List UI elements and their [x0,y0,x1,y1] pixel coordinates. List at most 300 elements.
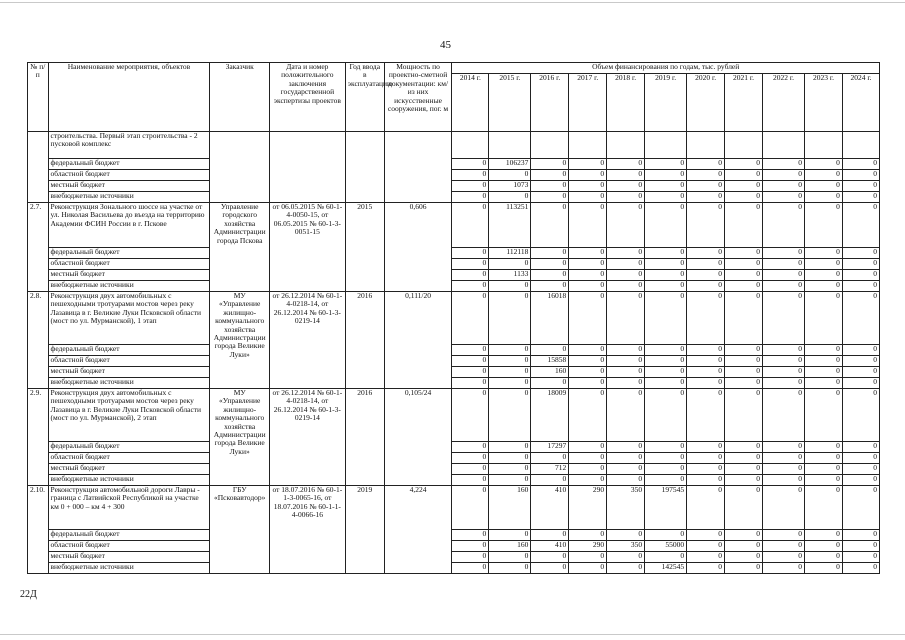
item-conclusion: от 18.07.2016 № 60-1-1-3-0065-16, от 18.07.2016 № 60-1-1-4-0066-16 [269,486,345,574]
value-cell: 0 [725,270,763,281]
item-customer [210,132,269,203]
value-cell: 0 [842,270,879,281]
value-cell: 0 [842,181,879,192]
value-cell: 0 [762,389,804,442]
table-row [28,132,880,159]
value-cell: 0 [531,563,569,574]
value-cell: 0 [531,530,569,541]
header-col-capacity: Мощность по проектно-сметной документации: км/из них искусственные сооружения, пог. м [384,63,452,132]
value-cell: 0 [762,192,804,203]
value-cell: 0 [569,442,607,453]
value-cell: 0 [687,378,725,389]
value-cell: 0 [687,464,725,475]
value-cell [645,132,687,159]
value-cell [762,132,804,159]
value-cell: 0 [569,367,607,378]
funding-source-label: областной бюджет [48,541,210,552]
value-cell: 0 [489,552,531,563]
value-cell: 410 [531,541,569,552]
item-name: Реконструкция двух автомобильных с пешеходными тротуарами мостов через реку Лазавица в г. Великие Луки Псковской области (мост по ул. Мурманской), 1 этап [48,292,210,345]
value-cell: 0 [725,203,763,248]
value-cell: 712 [531,464,569,475]
value-cell: 0 [842,367,879,378]
value-cell: 0 [569,530,607,541]
value-cell: 0 [725,259,763,270]
item-number [28,132,49,203]
value-cell: 106237 [489,159,531,170]
value-cell: 0 [452,541,489,552]
value-cell: 0 [687,259,725,270]
value-cell: 0 [842,292,879,345]
value-cell: 0 [452,563,489,574]
header-year: 2016 г. [531,74,569,132]
value-cell: 0 [842,464,879,475]
value-cell: 0 [607,552,645,563]
value-cell: 0 [725,192,763,203]
value-cell: 0 [452,203,489,248]
value-cell: 0 [687,475,725,486]
value-cell: 0 [531,159,569,170]
value-cell: 0 [762,530,804,541]
value-cell: 0 [687,389,725,442]
value-cell: 0 [569,281,607,292]
header-year: 2023 г. [805,74,843,132]
header-year: 2014 г. [452,74,489,132]
value-cell: 0 [489,530,531,541]
value-cell: 0 [569,563,607,574]
value-cell: 0 [687,292,725,345]
value-cell: 0 [725,170,763,181]
value-cell: 0 [607,345,645,356]
value-cell: 0 [452,475,489,486]
value-cell: 0 [842,475,879,486]
value-cell: 0 [645,170,687,181]
value-cell: 0 [489,442,531,453]
table-row [28,292,880,345]
value-cell: 16018 [531,292,569,345]
item-name: Реконструкция Зонального шоссе на участке от ул. Николая Васильева до въезда на территорию Академии ФСИН России в г. Пскове [48,203,210,248]
value-cell: 0 [805,203,843,248]
value-cell: 290 [569,541,607,552]
table-row [28,389,880,442]
value-cell: 0 [842,203,879,248]
value-cell: 0 [645,356,687,367]
table-row [28,563,880,574]
value-cell: 0 [805,356,843,367]
funding-source-label: федеральный бюджет [48,442,210,453]
table-row [28,378,880,389]
value-cell: 0 [687,248,725,259]
value-cell: 0 [687,486,725,530]
value-cell: 0 [687,181,725,192]
value-cell: 0 [842,248,879,259]
value-cell: 0 [607,530,645,541]
value-cell: 0 [452,259,489,270]
value-cell [805,132,843,159]
funding-source-label: внебюджетные источники [48,563,210,574]
value-cell: 0 [452,270,489,281]
item-number: 2.7. [28,203,49,292]
value-cell: 0 [607,248,645,259]
value-cell: 1073 [489,181,531,192]
value-cell: 0 [645,530,687,541]
value-cell: 0 [805,378,843,389]
header-year: 2019 г. [645,74,687,132]
item-year: 2016 [345,292,384,389]
value-cell: 0 [569,270,607,281]
funding-source-label: областной бюджет [48,453,210,464]
table-row [28,248,880,259]
value-cell [607,132,645,159]
item-conclusion: от 26.12.2014 № 60-1-4-0218-14, от 26.12.2014 № 60-1-3-0219-14 [269,389,345,486]
value-cell: 0 [725,464,763,475]
value-cell: 0 [452,486,489,530]
value-cell: 0 [687,442,725,453]
value-cell: 0 [452,378,489,389]
header-year: 2018 г. [607,74,645,132]
value-cell: 0 [805,442,843,453]
item-capacity: 0,105/24 [384,389,452,486]
value-cell: 0 [725,159,763,170]
item-customer: Управление городского хозяйства Администрации города Пскова [210,203,269,292]
value-cell: 410 [531,486,569,530]
footer-code: 22Д [20,589,37,600]
value-cell: 0 [762,442,804,453]
item-number: 2.9. [28,389,49,486]
value-cell: 0 [452,248,489,259]
value-cell: 15858 [531,356,569,367]
value-cell: 0 [805,159,843,170]
item-number: 2.10. [28,486,49,574]
value-cell: 0 [842,159,879,170]
value-cell: 0 [842,259,879,270]
value-cell: 0 [762,259,804,270]
value-cell: 0 [725,552,763,563]
value-cell: 0 [805,181,843,192]
value-cell: 0 [842,345,879,356]
value-cell: 0 [607,389,645,442]
table-row [28,345,880,356]
value-cell: 0 [725,475,763,486]
value-cell: 0 [762,159,804,170]
value-cell: 0 [762,345,804,356]
value-cell [842,132,879,159]
value-cell [452,132,489,159]
page-number: 45 [440,39,451,51]
value-cell: 0 [842,170,879,181]
value-cell: 0 [805,464,843,475]
table-row [28,552,880,563]
item-customer: МУ «Управление жилищно-коммунального хозяйства Администрации города Великие Луки» [210,389,269,486]
funding-source-label: местный бюджет [48,464,210,475]
table-row [28,486,880,530]
value-cell: 0 [645,159,687,170]
value-cell: 0 [725,378,763,389]
item-customer: ГБУ «Псковавтодор» [210,486,269,574]
value-cell: 0 [805,563,843,574]
value-cell: 17297 [531,442,569,453]
header-year: 2015 г. [489,74,531,132]
value-cell: 0 [805,389,843,442]
item-conclusion: от 06.05.2015 № 60-1-4-0050-15, от 06.05.2015 № 60-1-3-0051-15 [269,203,345,292]
value-cell: 0 [569,453,607,464]
value-cell: 0 [452,464,489,475]
funding-source-label: внебюджетные источники [48,192,210,203]
value-cell: 0 [607,464,645,475]
value-cell: 0 [569,464,607,475]
value-cell: 0 [569,181,607,192]
value-cell: 0 [489,259,531,270]
value-cell: 0 [762,367,804,378]
header-col-conclusion: Дата и номер положительного заключения государственной экспертизы проектов [269,63,345,132]
value-cell: 0 [645,181,687,192]
value-cell: 0 [607,281,645,292]
value-cell: 0 [687,203,725,248]
value-cell: 0 [645,475,687,486]
financing-table [27,62,880,574]
value-cell: 0 [805,453,843,464]
value-cell: 1133 [489,270,531,281]
value-cell: 0 [805,475,843,486]
value-cell: 0 [452,181,489,192]
header-year: 2021 г. [725,74,763,132]
value-cell: 0 [725,442,763,453]
value-cell: 0 [489,453,531,464]
value-cell: 160 [489,541,531,552]
item-capacity [384,132,452,203]
value-cell: 0 [569,192,607,203]
value-cell: 0 [531,552,569,563]
funding-source-label: федеральный бюджет [48,345,210,356]
funding-source-label: внебюджетные источники [48,378,210,389]
item-capacity: 4,224 [384,486,452,574]
scan-edge-bottom [0,634,905,635]
value-cell: 160 [489,486,531,530]
value-cell: 0 [725,367,763,378]
value-cell: 0 [762,541,804,552]
value-cell: 0 [569,159,607,170]
value-cell: 55000 [645,541,687,552]
value-cell: 0 [531,181,569,192]
value-cell: 0 [762,248,804,259]
header-financing-title: Объем финансирования по годам, тыс. рублей [452,63,880,74]
value-cell: 0 [687,563,725,574]
value-cell: 0 [569,170,607,181]
value-cell: 0 [569,345,607,356]
value-cell [489,132,531,159]
value-cell: 0 [805,281,843,292]
value-cell: 0 [645,464,687,475]
funding-source-label: местный бюджет [48,552,210,563]
value-cell: 0 [805,248,843,259]
item-name: строительства. Первый этап строительства - 2 пусковой комплекс [48,132,210,159]
value-cell: 0 [489,464,531,475]
value-cell: 0 [687,270,725,281]
value-cell: 0 [645,345,687,356]
funding-source-label: внебюджетные источники [48,281,210,292]
value-cell: 0 [762,270,804,281]
table-body [28,132,880,574]
funding-source-label: федеральный бюджет [48,530,210,541]
value-cell: 0 [489,563,531,574]
value-cell: 0 [531,453,569,464]
item-year [345,132,384,203]
value-cell: 0 [725,530,763,541]
value-cell: 0 [489,378,531,389]
value-cell: 0 [645,453,687,464]
item-conclusion [269,132,345,203]
value-cell: 0 [805,367,843,378]
table-row [28,442,880,453]
value-cell: 0 [805,170,843,181]
value-cell: 0 [842,453,879,464]
value-cell: 0 [687,159,725,170]
table-row [28,259,880,270]
value-cell: 0 [452,159,489,170]
value-cell: 0 [645,259,687,270]
value-cell: 0 [687,356,725,367]
value-cell: 0 [489,367,531,378]
table-row [28,170,880,181]
value-cell: 0 [452,453,489,464]
funding-source-label: областной бюджет [48,170,210,181]
value-cell: 0 [489,281,531,292]
value-cell: 0 [645,442,687,453]
value-cell: 0 [489,292,531,345]
value-cell: 0 [607,170,645,181]
value-cell: 0 [489,356,531,367]
item-capacity: 0,111/20 [384,292,452,389]
value-cell: 0 [607,259,645,270]
value-cell: 0 [762,356,804,367]
value-cell: 0 [489,345,531,356]
value-cell: 0 [645,203,687,248]
value-cell: 0 [762,464,804,475]
value-cell: 142545 [645,563,687,574]
value-cell: 0 [452,281,489,292]
value-cell: 0 [531,203,569,248]
value-cell: 0 [762,203,804,248]
funding-source-label: федеральный бюджет [48,159,210,170]
value-cell: 0 [645,270,687,281]
value-cell: 0 [452,192,489,203]
value-cell: 112118 [489,248,531,259]
value-cell: 0 [452,345,489,356]
value-cell: 0 [725,453,763,464]
value-cell: 18009 [531,389,569,442]
value-cell: 0 [452,389,489,442]
funding-source-label: областной бюджет [48,356,210,367]
value-cell: 0 [687,552,725,563]
value-cell: 0 [489,192,531,203]
value-cell: 0 [687,192,725,203]
value-cell: 0 [762,292,804,345]
value-cell: 0 [452,170,489,181]
item-year: 2019 [345,486,384,574]
value-cell: 0 [645,281,687,292]
value-cell: 197545 [645,486,687,530]
value-cell: 0 [842,389,879,442]
value-cell: 0 [531,475,569,486]
value-cell [725,132,763,159]
value-cell: 160 [531,367,569,378]
value-cell: 0 [687,541,725,552]
value-cell: 350 [607,486,645,530]
funding-source-label: местный бюджет [48,181,210,192]
header-year: 2024 г. [842,74,879,132]
item-year: 2016 [345,389,384,486]
value-cell: 0 [645,367,687,378]
value-cell: 0 [762,486,804,530]
item-capacity: 0,606 [384,203,452,292]
value-cell: 0 [725,356,763,367]
value-cell [687,132,725,159]
value-cell: 0 [842,563,879,574]
value-cell: 0 [531,248,569,259]
item-name: Реконструкция двух автомобильных с пешеходными тротуарами мостов через реку Лазавица в г. Великие Луки Псковской области (мост по ул. Мурманской), 2 этап [48,389,210,442]
table-row [28,159,880,170]
value-cell: 0 [805,530,843,541]
value-cell: 0 [607,181,645,192]
header-col-no: № п/п [28,63,49,132]
value-cell: 0 [489,389,531,442]
value-cell: 0 [725,486,763,530]
value-cell: 0 [842,192,879,203]
value-cell: 0 [762,378,804,389]
value-cell: 0 [607,453,645,464]
value-cell: 0 [645,389,687,442]
header-year: 2020 г. [687,74,725,132]
value-cell: 0 [531,259,569,270]
header-col-name: Наименование мероприятия, объектов [48,63,210,132]
value-cell: 0 [805,541,843,552]
value-cell: 0 [607,378,645,389]
value-cell: 0 [569,356,607,367]
value-cell: 0 [842,486,879,530]
value-cell [531,132,569,159]
value-cell: 0 [842,552,879,563]
table-row [28,541,880,552]
value-cell: 0 [569,378,607,389]
value-cell: 0 [762,475,804,486]
table-row [28,281,880,292]
value-cell: 0 [805,292,843,345]
value-cell: 0 [805,345,843,356]
value-cell: 0 [645,192,687,203]
value-cell: 0 [645,292,687,345]
value-cell: 0 [452,292,489,345]
value-cell: 0 [569,552,607,563]
value-cell: 0 [645,248,687,259]
value-cell: 0 [569,203,607,248]
value-cell: 0 [805,552,843,563]
table-row [28,270,880,281]
value-cell: 0 [645,552,687,563]
value-cell: 0 [452,367,489,378]
item-conclusion: от 26.12.2014 № 60-1-4-0218-14, от 26.12.2014 № 60-1-3-0219-14 [269,292,345,389]
value-cell: 0 [842,541,879,552]
value-cell: 0 [607,292,645,345]
funding-source-label: местный бюджет [48,270,210,281]
value-cell: 0 [687,367,725,378]
item-customer: МУ «Управление жилищно-коммунального хозяйства Администрации города Великие Луки» [210,292,269,389]
value-cell: 0 [569,248,607,259]
value-cell: 0 [531,170,569,181]
value-cell: 0 [725,345,763,356]
value-cell: 0 [569,259,607,270]
value-cell: 0 [531,192,569,203]
value-cell: 0 [762,181,804,192]
